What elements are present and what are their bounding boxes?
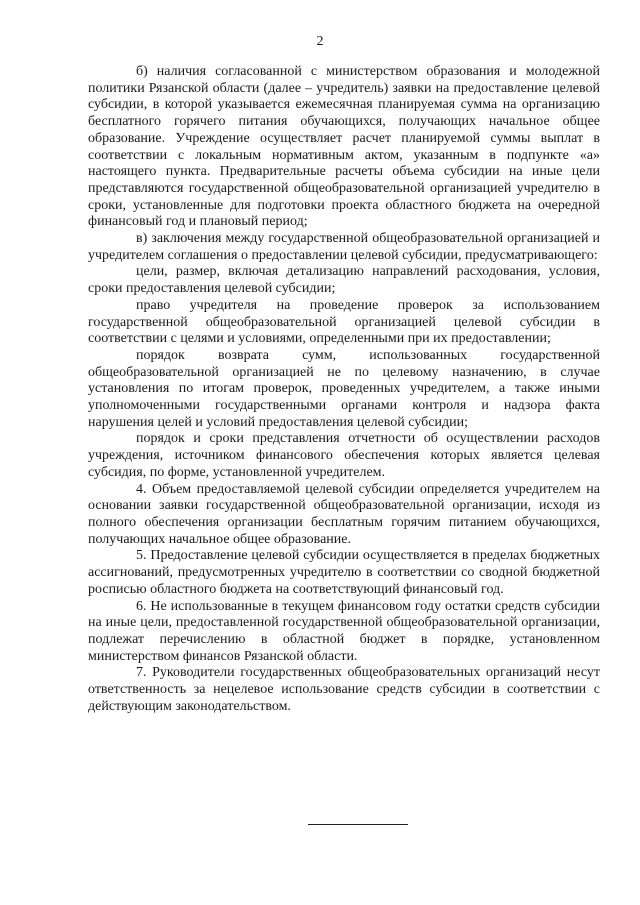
- agreement-item-reporting: порядок и сроки представления отчетности об осуществлении расходов учреждения, источником финансового обеспечения которых является целевая субсидия, по форме, установленной учредителем.: [88, 431, 600, 480]
- paragraph-5-budget-limits: 5. Предоставление целевой субсидии осуществляется в пределах бюджетных ассигнований, предусмотренных учредителю в соответствии со сводной бюджетной росписью областного бюджета на соответствующий финансовый год.: [88, 548, 600, 597]
- paragraph-b-agreed-application: б) наличия согласованной с министерством образования и молодежной политики Рязанской области (далее – учредитель) заявки на предоставление целевой субсидии, в которой указывается ежемесячная планируемая сумма на организацию бесплатного горячего питания обучающихся, получающих начальное общее образование. Учреждение осуществляет расчет планируемой суммы выплат в соответствии с локальным нормативным актом, указанным в подпункте «а» настоящего пункта. Предварительные расчеты объема субсидии на иные цели представляются государственной общеобразовательной организацией учредителю в сроки, установленные для подготовки проекта областного бюджета на очередной финансовый год и плановый период;: [88, 64, 600, 230]
- agreement-item-goals: цели, размер, включая детализацию направлений расходования, условия, сроки предоставления целевой субсидии;: [88, 264, 600, 297]
- paragraph-7-responsibility: 7. Руководители государственных общеобразовательных организаций несут ответственность за нецелевое использование средств субсидии в соответствии с действующим законодательством.: [88, 665, 600, 714]
- agreement-item-refund-procedure: порядок возврата сумм, использованных государственной общеобразовательной организацией не по целевому назначению, в случае установления по итогам проверок, проведенных учредителем, а также иными уполномоченными государственными органами контроля и надзора факта нарушения целей и условий предоставления целевой субсидии;: [88, 347, 600, 430]
- agreement-item-audit-right: право учредителя на проведение проверок за использованием государственной общеобразовательной организацией целевой субсидии в соответствии с целями и условиями, определенными при их предоставлении;: [88, 297, 600, 347]
- page-number: 2: [316, 34, 324, 49]
- paragraph-4-subsidy-volume: 4. Объем предоставляемой целевой субсидии определяется учредителем на основании заявки государственной общеобразовательной организации, исходя из полного обеспечения организации бесплатным горячим питанием обучающихся, получающих начальное общее образование.: [88, 481, 600, 547]
- end-of-document-rule: [308, 824, 408, 825]
- paragraph-v-agreement: в) заключения между государственной общеобразовательной организацией и учредителем соглашения о предоставлении целевой субсидии, предусматривающего:: [88, 231, 600, 263]
- paragraph-6-unused-balances: 6. Не использованные в текущем финансовом году остатки средств субсидии на иные цели, предоставленной государственной общеобразовательной организации, подлежат перечислению в областной бюджет в порядке, установленном министерством финансов Рязанской области.: [88, 598, 600, 664]
- document-body: [88, 64, 600, 715]
